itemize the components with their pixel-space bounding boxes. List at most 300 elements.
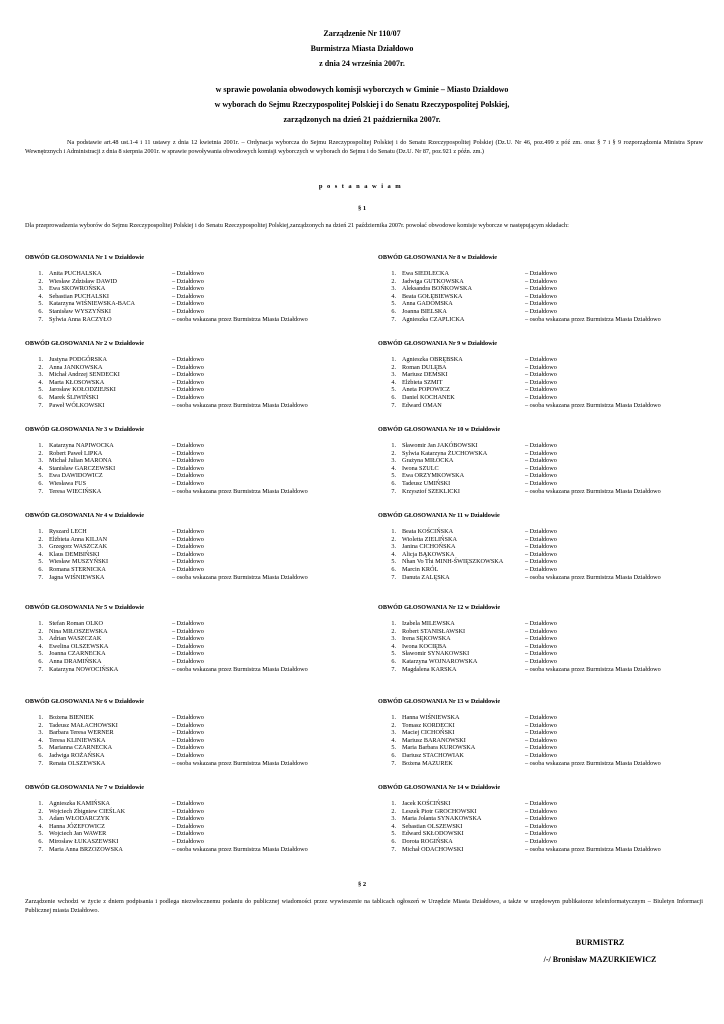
- circuit-block: [378, 784, 703, 853]
- member-row: [25, 752, 350, 760]
- member-name: Barbara Teresa WERNER: [49, 729, 114, 737]
- member-role: – Działdowo: [172, 449, 204, 457]
- member-name: Beata KOŚCIŃSKA: [402, 528, 454, 535]
- member-name: Michał Andrzej SENDECKI: [49, 371, 120, 379]
- member-role: – Działdowo: [172, 535, 204, 543]
- member-row: [378, 800, 703, 808]
- member-role: – osoba wskazana przez Burmistrza Miasta Działdowo: [172, 315, 308, 323]
- member-number: 7.: [38, 759, 43, 767]
- member-row: [25, 722, 350, 730]
- member-number: 7.: [391, 315, 396, 323]
- member-row: [25, 714, 350, 722]
- member-row: [378, 442, 703, 450]
- member-name: Justyna PODGÓRSKA: [49, 356, 107, 363]
- member-number: 5.: [38, 300, 43, 308]
- member-number: 2.: [391, 721, 396, 729]
- member-row: [378, 558, 703, 566]
- member-role: – Działdowo: [172, 386, 204, 394]
- member-role: – Działdowo: [172, 558, 204, 566]
- member-list: [25, 800, 350, 853]
- member-role: – Działdowo: [525, 449, 557, 457]
- member-name: Katarzyna NOWOCIŃSKA: [49, 665, 119, 673]
- member-role: – Działdowo: [172, 729, 204, 737]
- member-role: – Działdowo: [172, 277, 204, 285]
- member-row: [378, 364, 703, 372]
- member-name: Ewelina OLSZEWSKA: [49, 642, 109, 650]
- member-role: – osoba wskazana przez Burmistrza Miasta Działdowo: [525, 573, 661, 581]
- member-name: Jacek KOŚCIŃSKI: [402, 800, 451, 807]
- member-role: – osoba wskazana przez Burmistrza Miasta Działdowo: [172, 487, 308, 495]
- member-row: [25, 371, 350, 379]
- member-role: – Działdowo: [172, 807, 204, 815]
- circuit-block: [25, 254, 350, 323]
- member-name: Nina MIŁOSZEWSKA: [49, 627, 108, 635]
- member-name: Teresa KLINIEWSKA: [49, 736, 106, 744]
- member-row: [25, 823, 350, 831]
- member-row: [378, 808, 703, 816]
- member-number: 6.: [391, 565, 396, 573]
- member-role: – Działdowo: [525, 378, 557, 386]
- member-name: Nhan Vo Thi MINH-ŚWIĘSZKOWSKA: [402, 558, 504, 566]
- member-role: – Działdowo: [172, 721, 204, 729]
- member-row: [25, 528, 350, 536]
- member-name: Joanna CZARNECKA: [49, 650, 106, 658]
- circuit-block: [378, 604, 703, 673]
- member-role: – Działdowo: [172, 371, 204, 379]
- member-name: Iwona KOCIĘBA: [402, 642, 447, 650]
- member-name: Renata OLSZEWSKA: [49, 759, 106, 767]
- member-name: Wiesława FUS: [49, 479, 87, 487]
- member-role: – Działdowo: [172, 744, 204, 752]
- member-role: – Działdowo: [172, 307, 204, 315]
- member-role: – Działdowo: [525, 736, 557, 744]
- member-role: – Działdowo: [172, 830, 204, 838]
- member-number: 3.: [391, 729, 396, 737]
- member-name: Agnieszka OBRĘBSKA: [402, 356, 463, 363]
- member-row: [25, 666, 350, 674]
- member-row: [378, 566, 703, 574]
- member-row: [25, 620, 350, 628]
- member-row: [25, 402, 350, 410]
- member-number: 4.: [391, 378, 396, 386]
- member-name: Maria Barbara KUROWSKA: [402, 744, 476, 752]
- circuit-title: OBWÓD GŁOSOWANIA Nr 13 w Działdowie: [378, 698, 501, 705]
- member-row: [378, 371, 703, 379]
- member-role: – Działdowo: [525, 535, 557, 543]
- member-row: [378, 815, 703, 823]
- member-number: 4.: [391, 736, 396, 744]
- member-number: 3.: [391, 371, 396, 379]
- member-number: 6.: [38, 393, 43, 401]
- circuit-block: [378, 340, 703, 409]
- member-name: Romana STERNICKA: [49, 565, 106, 573]
- member-number: 5.: [391, 650, 396, 658]
- member-number: 7.: [391, 665, 396, 673]
- member-row: [378, 574, 703, 582]
- member-name: Jadwiga ROŻAŃSKA: [49, 751, 105, 759]
- member-role: – Działdowo: [172, 815, 204, 823]
- member-role: – Działdowo: [172, 565, 204, 573]
- member-name: Elżbieta SZMIT: [402, 378, 443, 386]
- member-name: Hanna JÓZEFOWICZ: [49, 822, 105, 830]
- member-row: [378, 480, 703, 488]
- member-number: 3.: [391, 543, 396, 551]
- circuit-title: OBWÓD GŁOSOWANIA Nr 12 w Działdowie: [378, 604, 501, 611]
- member-role: – Działdowo: [172, 650, 204, 658]
- member-name: Marta KŁOSOWSKA: [49, 378, 105, 386]
- member-role: – Działdowo: [525, 744, 557, 752]
- circuit-block: [378, 512, 703, 581]
- member-name: Janina CICHOŃSKA: [402, 543, 456, 551]
- member-number: 6.: [38, 479, 43, 487]
- member-number: 3.: [38, 729, 43, 737]
- member-list: [378, 528, 703, 581]
- member-name: Jarosław KOŁODZIEJSKI: [49, 386, 116, 394]
- member-name: Klaus DEMBIŃSKI: [49, 550, 100, 558]
- member-number: 1.: [391, 800, 396, 807]
- member-row: [25, 379, 350, 387]
- member-row: [378, 620, 703, 628]
- member-role: – Działdowo: [525, 285, 557, 293]
- member-role: – osoba wskazana przez Burmistrza Miasta Działdowo: [525, 401, 661, 409]
- member-name: Anna DRAMIŃSKA: [49, 657, 102, 665]
- circuit-block: [378, 254, 703, 323]
- member-row: [25, 300, 350, 308]
- member-list: [378, 714, 703, 767]
- member-role: – Działdowo: [525, 363, 557, 371]
- circuit-title: OBWÓD GŁOSOWANIA Nr 6 w Działdowie: [25, 698, 145, 705]
- member-name: Katarzyna WIŚNIEWSKA-BACA: [49, 300, 135, 308]
- member-name: Paweł WÓLKOWSKI: [49, 401, 105, 409]
- member-name: Anita PUCHALSKA: [49, 270, 102, 277]
- member-row: [378, 714, 703, 722]
- member-role: – Działdowo: [525, 830, 557, 838]
- member-role: – Działdowo: [172, 378, 204, 386]
- section-1-text: Dla przeprowadzenia wyborów do Sejmu Rzeczypospolitej Polskiej i do Senatu Rzeczypospolitej Polskiej,zarządzonych na dzień 21 października 2007r. powołać obwodowe komisje wyborcze w następującym składach:: [25, 222, 569, 229]
- member-row: [25, 566, 350, 574]
- member-number: 2.: [391, 627, 396, 635]
- member-name: Mirosław ŁUKASZEWSKI: [49, 837, 119, 845]
- member-row: [25, 457, 350, 465]
- member-name: Sebastian OLSZEWSKI: [402, 822, 463, 830]
- member-number: 7.: [38, 665, 43, 673]
- member-number: 1.: [391, 356, 396, 363]
- member-role: – Działdowo: [172, 285, 204, 293]
- member-role: – Działdowo: [172, 751, 204, 759]
- member-name: Adrian WASZCZAK: [49, 635, 102, 643]
- member-name: Michał Julian MARONA: [49, 457, 112, 465]
- member-name: Stefan Roman OLKO: [49, 620, 103, 627]
- member-number: 6.: [38, 307, 43, 315]
- member-list: [25, 528, 350, 581]
- member-number: 6.: [391, 479, 396, 487]
- member-name: Daniel KOCHANEK: [402, 393, 455, 401]
- member-name: Michał ODACHOWSKI: [402, 845, 464, 853]
- member-number: 1.: [391, 714, 396, 721]
- member-role: – Działdowo: [525, 307, 557, 315]
- member-role: – Działdowo: [172, 442, 204, 449]
- member-role: – Działdowo: [172, 393, 204, 401]
- member-number: 5.: [391, 300, 396, 308]
- circuit-title: OBWÓD GŁOSOWANIA Nr 2 w Działdowie: [25, 340, 145, 347]
- member-name: Bożena MAZUREK: [402, 759, 453, 767]
- member-role: – Działdowo: [172, 472, 204, 480]
- member-number: 3.: [38, 371, 43, 379]
- member-name: Leszek Piotr GROCHOWSKI: [402, 807, 477, 815]
- member-number: 1.: [391, 442, 396, 449]
- member-number: 1.: [391, 528, 396, 535]
- member-name: Aleksandra BOŃKOWSKA: [402, 285, 472, 293]
- member-name: Wiesław Zdzisław DAWID: [49, 277, 117, 285]
- member-name: Sławomir SYNAKOWSKI: [402, 650, 470, 658]
- circuit-title: OBWÓD GŁOSOWANIA Nr 8 w Działdowie: [378, 254, 498, 261]
- member-row: [378, 737, 703, 745]
- member-row: [25, 394, 350, 402]
- member-number: 7.: [38, 845, 43, 853]
- member-number: 4.: [38, 550, 43, 558]
- member-number: 1.: [38, 270, 43, 277]
- member-number: 7.: [391, 401, 396, 409]
- member-number: 5.: [391, 744, 396, 752]
- member-number: 3.: [391, 457, 396, 465]
- member-role: – Działdowo: [525, 642, 557, 650]
- member-number: 4.: [38, 464, 43, 472]
- member-name: Katarzyna WOJNAROWSKA: [402, 657, 478, 665]
- circuit-title: OBWÓD GŁOSOWANIA Nr 10 w Działdowie: [378, 426, 501, 433]
- member-number: 2.: [391, 535, 396, 543]
- member-name: Mariusz BARANOWSKI: [402, 736, 466, 744]
- member-role: – Działdowo: [525, 292, 557, 300]
- member-row: [378, 846, 703, 854]
- signature-name: /-/ Bronisław MAZURKIEWICZ: [543, 955, 657, 964]
- member-role: – Działdowo: [172, 292, 204, 300]
- member-name: Dorota ROGIŃSKA: [402, 837, 453, 845]
- member-name: Krzysztof SZEKLICKI: [402, 487, 460, 495]
- member-list: [378, 800, 703, 853]
- circuit-title: OBWÓD GŁOSOWANIA Nr 11 w Działdowie: [378, 512, 500, 519]
- member-number: 3.: [38, 457, 43, 465]
- member-number: 4.: [38, 292, 43, 300]
- member-role: – Działdowo: [525, 371, 557, 379]
- member-role: – Działdowo: [525, 807, 557, 815]
- member-row: [378, 760, 703, 768]
- member-number: 3.: [38, 285, 43, 293]
- member-name: Marcin KRÓL: [402, 565, 439, 573]
- member-number: 5.: [391, 472, 396, 480]
- member-number: 3.: [391, 635, 396, 643]
- member-name: Ewa SKOWROŃSKA: [49, 285, 106, 293]
- member-row: [25, 488, 350, 496]
- section-1-heading: § 1: [357, 205, 367, 212]
- member-name: Alicja BĄKOWSKA: [402, 550, 455, 558]
- member-row: [25, 308, 350, 316]
- member-name: Hanna WIŚNIEWSKA: [402, 714, 460, 721]
- circuit-title: OBWÓD GŁOSOWANIA Nr 14 w Działdowie: [378, 784, 501, 791]
- member-number: 1.: [38, 356, 43, 363]
- member-role: – Działdowo: [525, 543, 557, 551]
- section-2-text: Zarządzenie wchodzi w życie z dniem podpisania i podlega niezwłocznemu podaniu do publicznej wiadomości przez wywieszenie na tablicach ogłoszeń w Urzędzie Miasta Działdowo, a także w urzędowym publikatorze teleinformatycznym – Biuletyn Informacji Publicznej miasta Działdowo.: [25, 898, 703, 914]
- member-row: [25, 744, 350, 752]
- member-name: Wojciech Jan WAWER: [49, 830, 107, 838]
- member-row: [378, 300, 703, 308]
- member-number: 1.: [38, 714, 43, 721]
- member-row: [378, 402, 703, 410]
- member-number: 5.: [38, 744, 43, 752]
- member-name: Aneta POPOWICZ: [402, 386, 450, 394]
- member-role: – Działdowo: [172, 363, 204, 371]
- member-number: 4.: [391, 822, 396, 830]
- member-name: Danuta ZALĘSKA: [402, 573, 450, 581]
- member-row: [25, 760, 350, 768]
- postanawiam-heading: postanawiam: [318, 183, 406, 190]
- member-number: 2.: [391, 277, 396, 285]
- member-row: [25, 450, 350, 458]
- member-role: – osoba wskazana przez Burmistrza Miasta Działdowo: [525, 759, 661, 767]
- member-role: – Działdowo: [172, 479, 204, 487]
- member-number: 3.: [38, 635, 43, 643]
- member-row: [25, 846, 350, 854]
- member-row: [378, 285, 703, 293]
- member-role: – Działdowo: [525, 558, 557, 566]
- member-role: – Działdowo: [525, 822, 557, 830]
- member-role: – Działdowo: [172, 642, 204, 650]
- member-role: – osoba wskazana przez Burmistrza Miasta Działdowo: [525, 665, 661, 673]
- member-number: 2.: [38, 627, 43, 635]
- member-row: [378, 488, 703, 496]
- member-role: – Działdowo: [525, 277, 557, 285]
- member-role: – Działdowo: [525, 714, 557, 721]
- member-name: Robert STANISŁAWSKI: [402, 627, 466, 635]
- member-role: – Działdowo: [525, 442, 557, 449]
- member-row: [378, 356, 703, 364]
- member-number: 7.: [38, 573, 43, 581]
- member-role: – Działdowo: [172, 543, 204, 551]
- member-number: 2.: [38, 721, 43, 729]
- member-number: 7.: [38, 315, 43, 323]
- member-role: – Działdowo: [172, 822, 204, 830]
- member-role: – osoba wskazana przez Burmistrza Miasta Działdowo: [172, 573, 308, 581]
- member-role: – osoba wskazana przez Burmistrza Miasta Działdowo: [172, 665, 308, 673]
- member-row: [25, 574, 350, 582]
- member-role: – osoba wskazana przez Burmistrza Miasta Działdowo: [172, 759, 308, 767]
- member-number: 6.: [391, 393, 396, 401]
- member-number: 3.: [391, 815, 396, 823]
- member-row: [25, 643, 350, 651]
- member-name: Ewa SIEDLECKA: [402, 270, 449, 277]
- member-name: Agnieszka KAMIŃSKA: [49, 800, 111, 807]
- issuer: Burmistrza Miasta Działdowo: [310, 44, 414, 53]
- member-list: [25, 620, 350, 673]
- member-number: 1.: [391, 270, 396, 277]
- member-name: Katarzyna NAPIWOCKA: [49, 442, 114, 449]
- member-row: [25, 558, 350, 566]
- member-number: 4.: [38, 378, 43, 386]
- member-role: – Działdowo: [172, 657, 204, 665]
- order-date: z dnia 24 września 2007r.: [319, 59, 405, 68]
- member-row: [378, 729, 703, 737]
- member-number: 6.: [38, 751, 43, 759]
- circuit-block: [25, 604, 350, 673]
- member-row: [378, 838, 703, 846]
- signature-title: BURMISTRZ: [575, 938, 625, 947]
- member-row: [378, 543, 703, 551]
- order-number: Zarządzenie Nr 110/07: [323, 29, 401, 38]
- member-number: 1.: [38, 800, 43, 807]
- member-list: [25, 714, 350, 767]
- member-role: – Działdowo: [525, 729, 557, 737]
- member-row: [378, 752, 703, 760]
- member-name: Adam WŁODARCZYK: [49, 815, 110, 823]
- member-role: – Działdowo: [172, 635, 204, 643]
- member-role: – Działdowo: [172, 270, 204, 277]
- member-number: 6.: [38, 837, 43, 845]
- member-role: – osoba wskazana przez Burmistrza Miasta Działdowo: [525, 845, 661, 853]
- member-name: Marek ŚLIWIŃSKI: [49, 393, 99, 401]
- member-number: 6.: [391, 307, 396, 315]
- member-number: 2.: [391, 807, 396, 815]
- member-role: – Działdowo: [525, 751, 557, 759]
- member-role: – Działdowo: [172, 736, 204, 744]
- member-role: – Działdowo: [525, 528, 557, 535]
- member-number: 2.: [38, 807, 43, 815]
- member-name: Sławomir Jan JAKÓBOWSKI: [402, 442, 478, 449]
- member-list: [378, 620, 703, 673]
- circuit-block: [25, 512, 350, 581]
- circuit-block: [378, 698, 703, 767]
- member-row: [25, 650, 350, 658]
- member-number: 4.: [391, 292, 396, 300]
- member-row: [378, 666, 703, 674]
- member-number: 5.: [391, 830, 396, 838]
- member-number: 5.: [38, 558, 43, 566]
- member-role: – Działdowo: [525, 300, 557, 308]
- member-number: 2.: [391, 363, 396, 371]
- member-role: – Działdowo: [525, 457, 557, 465]
- member-list: [378, 356, 703, 409]
- member-number: 4.: [38, 642, 43, 650]
- member-role: – Działdowo: [525, 650, 557, 658]
- member-row: [378, 457, 703, 465]
- member-number: 5.: [38, 830, 43, 838]
- member-role: – osoba wskazana przez Burmistrza Miasta Działdowo: [172, 845, 308, 853]
- member-number: 5.: [391, 386, 396, 394]
- member-number: 4.: [38, 822, 43, 830]
- member-row: [25, 658, 350, 666]
- member-name: Stanisław WYSZYŃSKI: [49, 307, 111, 315]
- member-row: [25, 316, 350, 324]
- member-name: Ewa ORZYMKOWSKA: [402, 472, 465, 480]
- member-number: 7.: [38, 401, 43, 409]
- member-row: [378, 628, 703, 636]
- member-number: 6.: [391, 751, 396, 759]
- member-role: – Działdowo: [525, 472, 557, 480]
- member-list: [25, 270, 350, 323]
- member-row: [25, 543, 350, 551]
- member-role: – Działdowo: [172, 528, 204, 535]
- member-name: Anna JANKOWSKA: [49, 363, 103, 371]
- member-row: [378, 316, 703, 324]
- member-name: Edward SKŁODOWSKI: [402, 830, 464, 838]
- member-row: [378, 658, 703, 666]
- member-name: Elżbieta Anna KILJAN: [49, 535, 108, 543]
- member-name: Tadeusz MAŁACHOWSKI: [49, 721, 118, 729]
- member-row: [25, 808, 350, 816]
- member-row: [25, 364, 350, 372]
- member-role: – Działdowo: [172, 627, 204, 635]
- member-row: [25, 800, 350, 808]
- member-name: Anna GADOMSKA: [402, 300, 453, 308]
- member-number: 7.: [38, 487, 43, 495]
